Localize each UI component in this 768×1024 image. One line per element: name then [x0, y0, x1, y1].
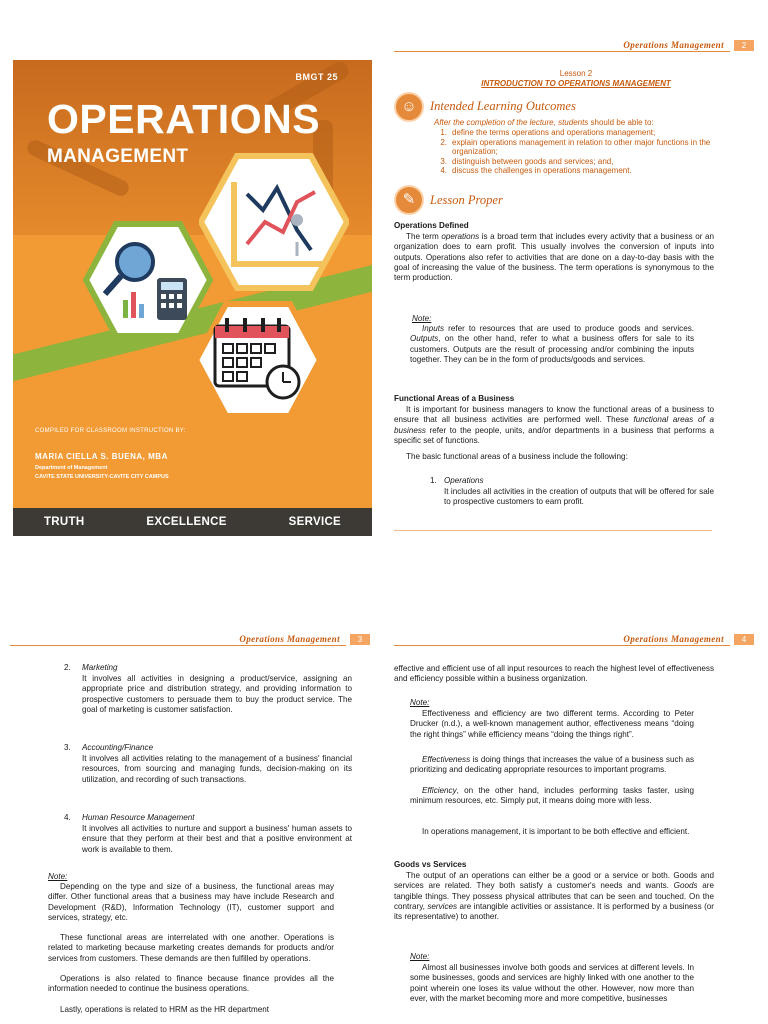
- item-title-marketing: Marketing: [82, 663, 118, 672]
- page-number: 3: [350, 634, 370, 645]
- note-paragraph: Depending on the type and size of a business, the functional areas may differ. Other functional areas that a business may have include Research and Development (R&D), Information Technology (IT), customer support and services, strategy, etc.: [48, 882, 334, 922]
- author-name: MARIA CIELLA S. BUENA, MBA: [35, 452, 168, 461]
- operations-defined-text: The term operations is a broad term that includes every activity that a business or an organization does to earn profit. This usually involves the conversion of inputs into outputs. Operations also refer to activities that are done on a day-to-day basis with the goal of increasing the value of the business. The term operations is synonymous to the term production.: [394, 232, 714, 283]
- note-paragraph: Operations is also related to finance because finance provides all the information needed to continue the business operations.: [48, 974, 334, 994]
- list-item: 3. distinguish between goods and services; and,: [440, 156, 614, 166]
- note-text: Inputs refer to resources that are used to produce goods and services. Outputs, on the other hand, refer to what a business offers for sale to its customers. Outputs are the result of processing and/or combining the inputs together. They can be in the form of products/goods and services.: [410, 324, 694, 364]
- line-chart-icon: [199, 152, 349, 292]
- page-4: [384, 620, 768, 1024]
- item-number: 1.: [430, 476, 437, 485]
- outcomes-list: [436, 128, 714, 176]
- motto-truth: TRUTH: [43, 516, 85, 528]
- item-text-operations: It includes all activities in the creation of outputs that will be offered for sale to prospective customers to earn profit.: [444, 487, 714, 507]
- department-name: Department of Management: [35, 465, 108, 471]
- cover-title: OPERATIONS: [47, 96, 321, 142]
- item-title-operations: Operations: [444, 476, 484, 485]
- lesson-proper-icon: ✎: [394, 185, 424, 215]
- page-header: [394, 634, 747, 646]
- item-title-accounting: Accounting/Finance: [82, 743, 154, 752]
- goods-vs-services-text: The output of an operations can either be a good or a service or both. Goods and services are related. They both satisfy a customer's needs and wants. Goods are tangible things. They possess physical attributes that can be seen and touched. On the contrary, services are intangible activities or assistance. It is performed by a business (or its representative) to another.: [394, 871, 715, 922]
- intro-text: effective and efficient use of all input resources to reach the highest level of effectiveness and efficiency possible within a business organization.: [394, 664, 714, 684]
- item-text-hrm: It involves all activities to nurture and support a business' human assets to ensure that they perform at their best and that a positive environment at work is available to them.: [82, 824, 352, 854]
- note-label: Note:: [48, 872, 68, 881]
- page-3: [0, 620, 384, 1024]
- note-paragraph: Effectiveness and efficiency are two different terms. According to Peter Drucker (n.d.), a well-known management author, effectiveness means “doing the right things” while efficiency means “doing the things right”.: [410, 709, 694, 739]
- list-item: 4. discuss the challenges in operations management.: [440, 166, 632, 176]
- lesson-title: INTRODUCTION TO OPERATIONS MANAGEMENT: [481, 79, 671, 88]
- note-paragraph: Effectiveness is doing things that increases the value of a business such as prioritizing and dedicating appropriate resources to important programs.: [410, 755, 694, 775]
- calendar-clock-icon: [193, 300, 323, 420]
- note-paragraph: In operations management, it is important to be both effective and efficient.: [422, 827, 690, 836]
- item-title-hrm: Human Resource Management: [82, 813, 195, 822]
- list-item: 2. explain operations management in relation to other major functions in the organization;: [440, 137, 711, 157]
- item-number: 3.: [64, 743, 71, 752]
- page-number: 2: [734, 40, 754, 51]
- course-code: BMGT 25: [295, 72, 338, 82]
- cover-footer: [13, 508, 372, 536]
- motto-service: SERVICE: [288, 516, 342, 528]
- item-number: 4.: [64, 813, 71, 822]
- lesson-proper-heading: Lesson Proper: [430, 193, 503, 207]
- page-number: 4: [734, 634, 754, 645]
- note-paragraph: Efficiency, on the other hand, includes performing tasks faster, using minimum resources, etc. Simply put, it means doing more with less.: [410, 786, 694, 806]
- ilo-intro: After the completion of the lecture, students should be able to:: [434, 118, 654, 127]
- book-cover: [13, 60, 372, 536]
- functional-areas-heading: Functional Areas of a Business: [394, 394, 515, 403]
- header-title: Operations Management: [239, 634, 340, 644]
- header-title: Operations Management: [623, 40, 724, 50]
- page-2: [384, 0, 768, 560]
- item-text-accounting: It involves all activities relating to the management of a business' financial resources, from sourcing and managing funds, decision-making on its utilization, and recording of such transactions.: [82, 754, 352, 784]
- item-number: 2.: [64, 663, 71, 672]
- header-title: Operations Management: [623, 634, 724, 644]
- compiled-label: COMPILED FOR CLASSROOM INSTRUCTION BY:: [35, 428, 186, 434]
- cover-page: [0, 0, 384, 560]
- note-label: Note:: [412, 314, 432, 323]
- page-header: [394, 40, 747, 52]
- learning-outcomes-icon: ☺: [394, 92, 424, 122]
- operations-defined-heading: Operations Defined: [394, 221, 469, 230]
- lesson-number: Lesson 2: [559, 69, 593, 78]
- functional-areas-intro: The basic functional areas of a business include the following:: [406, 452, 628, 461]
- item-text-marketing: It involves all activities in designing a product/service, assigning an appropriate price and distribution strategy, and providing information to prospective customers to persuade them to buy the product service. The goal of marketing is customer satisfaction.: [82, 674, 352, 714]
- functional-areas-text: It is important for business managers to know the functional areas of a business to ensure that all business activities are performed well. These functional areas of a business refer to the people, units, and/or departments in a business that performs a specific set of functions.: [394, 405, 714, 445]
- page-header: [10, 634, 363, 646]
- page-divider: [394, 530, 712, 531]
- note-paragraph: These functional areas are interrelated with one another. Operations is related to marketing because marketing creates demands for products and/or services from customers. These demands are then fulfilled by operations.: [48, 933, 334, 963]
- note-label: Note:: [410, 698, 430, 707]
- school-name: CAVITE STATE UNIVERSITY-CAVITE CITY CAMPUS: [35, 474, 169, 480]
- note-paragraph: Lastly, operations is related to HRM as the HR department: [60, 1005, 270, 1014]
- note-paragraph: Almost all businesses involve both goods and services at different levels. In some businesses, goods and services are highly linked with one another to the point wherein one loses its value without the other. However, now more than ever, with the market becoming more and more competitive, businesses: [410, 963, 694, 1003]
- list-item: 1. define the terms operations and operations management;: [440, 128, 656, 137]
- note-label: Note:: [410, 952, 430, 961]
- motto-excellence: EXCELLENCE: [146, 516, 227, 528]
- cover-subtitle: MANAGEMENT: [47, 146, 189, 167]
- goods-vs-services-heading: Goods vs Services: [394, 860, 467, 869]
- ilo-heading: Intended Learning Outcomes: [430, 99, 576, 113]
